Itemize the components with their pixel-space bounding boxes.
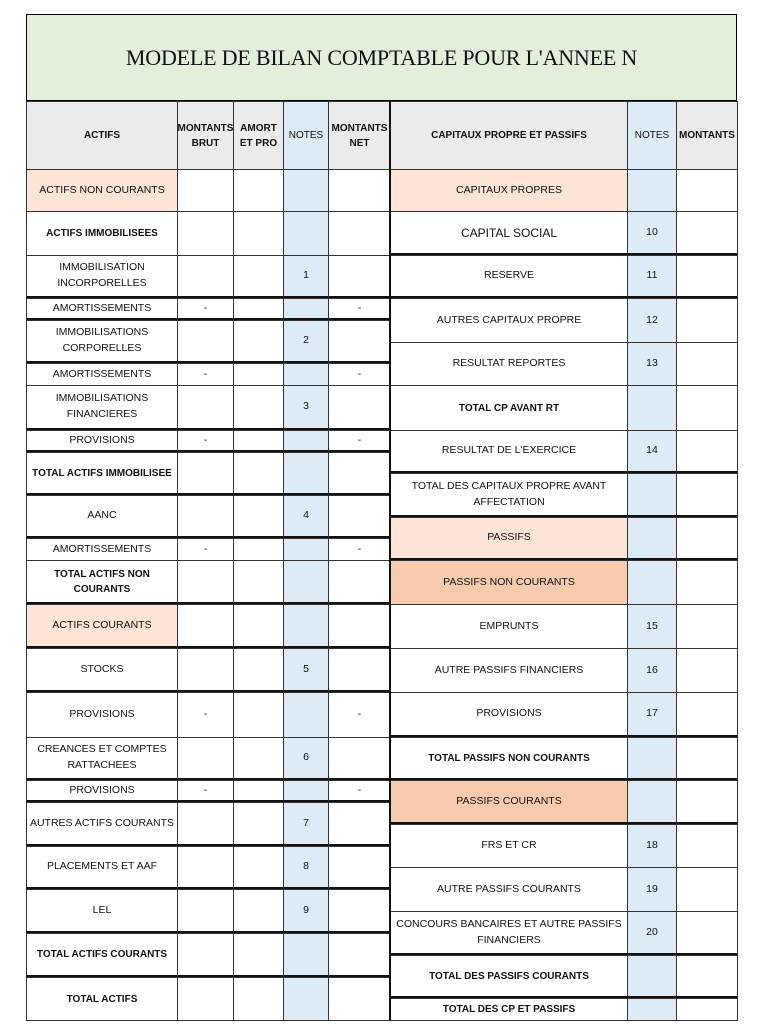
note-cell: 1 [283,255,328,298]
montant-brut-cell [177,846,233,889]
amort-pro-cell [233,430,283,452]
montant-brut-cell [177,802,233,846]
montant-cell [676,911,737,955]
actif-label: TOTAL ACTIFS IMMOBILISEE [26,452,177,495]
passif-label: PROVISIONS [390,692,627,737]
montant-net-cell [328,604,390,648]
montant-brut-cell [177,648,233,692]
actif-label: AMORTISSEMENTS [26,363,177,385]
montant-brut-cell: - [177,538,233,560]
actif-label: PROVISIONS [26,430,177,452]
passif-label: RESULTAT REPORTES [390,342,627,385]
montant-net-cell [328,802,390,846]
note-cell: 16 [627,648,676,692]
amort-pro-cell [233,385,283,430]
actif-label: LEL [26,889,177,933]
note-cell [283,169,328,211]
amort-pro-cell [233,977,283,1020]
header-capitaux-passifs: CAPITAUX PROPRE ET PASSIFS [390,101,627,169]
note-cell [283,560,328,604]
montant-net-cell [328,452,390,495]
header-actifs: ACTIFS [26,101,177,169]
montant-net-cell [328,255,390,298]
note-cell [627,737,676,780]
montant-net-cell [328,385,390,430]
montant-net-cell: - [328,298,390,320]
actif-label: STOCKS [26,648,177,692]
montant-net-cell [328,211,390,255]
montant-cell [676,211,737,255]
montant-brut-cell [177,737,233,780]
passif-label: TOTAL PASSIFS NON COURANTS [390,737,627,780]
montant-cell [676,692,737,737]
note-cell [627,998,676,1020]
montant-brut-cell: - [177,363,233,385]
note-cell [283,430,328,452]
amort-pro-cell [233,604,283,648]
amort-pro-cell [233,169,283,211]
amort-pro-cell [233,933,283,977]
montant-net-cell [328,846,390,889]
note-cell: 6 [283,737,328,780]
actif-label: AUTRES ACTIFS COURANTS [26,802,177,846]
montant-cell [676,169,737,211]
note-cell: 3 [283,385,328,430]
amort-pro-cell [233,889,283,933]
passif-label: CAPITAL SOCIAL [390,211,627,255]
amort-pro-cell [233,452,283,495]
montant-brut-cell: - [177,780,233,802]
amort-pro-cell [233,495,283,538]
amort-pro-cell [233,538,283,560]
passif-label: AUTRE PASSIFS FINANCIERS [390,648,627,692]
montant-net-cell: - [328,692,390,737]
amort-pro-cell [233,648,283,692]
note-cell: 19 [627,867,676,911]
montant-cell [676,955,737,998]
header-montants-brut: MONTANTS BRUT [177,101,233,169]
montant-net-cell [328,560,390,604]
montant-net-cell: - [328,430,390,452]
passif-label: AUTRES CAPITAUX PROPRE [390,298,627,342]
header-notes-right: NOTES [627,101,676,169]
passif-label: TOTAL CP AVANT RT [390,385,627,430]
page-title: MODELE DE BILAN COMPTABLE POUR L'ANNEE N [26,14,737,101]
montant-cell [676,737,737,780]
montant-cell [676,517,737,560]
montant-brut-cell: - [177,692,233,737]
amort-pro-cell [233,802,283,846]
note-cell [283,692,328,737]
note-cell [627,385,676,430]
actif-label: TOTAL ACTIFS NON COURANTS [26,560,177,604]
passif-label: FRS ET CR [390,824,627,867]
note-cell: 11 [627,255,676,298]
montant-brut-cell [177,889,233,933]
header-montants: MONTANTS [676,101,737,169]
montant-brut-cell [177,385,233,430]
amort-pro-cell [233,298,283,320]
actif-label: AMORTISSEMENTS [26,538,177,560]
note-cell [627,780,676,824]
montant-net-cell [328,320,390,363]
montant-cell [676,255,737,298]
note-cell [283,298,328,320]
amort-pro-cell [233,320,283,363]
actif-label: AANC [26,495,177,538]
amort-pro-cell [233,780,283,802]
montant-cell [676,298,737,342]
passif-label: CONCOURS BANCAIRES ET AUTRE PASSIFS FINANCIERS [390,911,627,955]
montant-cell [676,648,737,692]
note-cell: 14 [627,430,676,473]
actif-label: PROVISIONS [26,692,177,737]
amort-pro-cell [233,211,283,255]
passif-label: AUTRE PASSIFS COURANTS [390,867,627,911]
note-cell [283,211,328,255]
passif-label: CAPITAUX PROPRES [390,169,627,211]
actif-label: AMORTISSEMENTS [26,298,177,320]
note-cell [283,780,328,802]
actif-label: ACTIFS NON COURANTS [26,169,177,211]
note-cell: 12 [627,298,676,342]
note-cell [283,933,328,977]
actif-label: IMMOBILISATION INCORPORELLES [26,255,177,298]
passif-label: PASSIFS NON COURANTS [390,560,627,604]
header-montants-net: MONTANTS NET [328,101,390,169]
note-cell [627,169,676,211]
column-separator [389,101,391,1021]
header-notes-left: NOTES [283,101,328,169]
actif-label: PLACEMENTS ET AAF [26,846,177,889]
montant-net-cell: - [328,780,390,802]
actif-label: IMMOBILISATIONS FINANCIERES [26,385,177,430]
note-cell [283,538,328,560]
montant-net-cell [328,169,390,211]
note-cell: 10 [627,211,676,255]
note-cell: 17 [627,692,676,737]
note-cell: 13 [627,342,676,385]
montant-brut-cell: - [177,298,233,320]
note-cell: 5 [283,648,328,692]
note-cell: 7 [283,802,328,846]
montant-cell [676,342,737,385]
montant-net-cell [328,889,390,933]
note-cell [283,604,328,648]
montant-brut-cell [177,977,233,1020]
note-cell: 8 [283,846,328,889]
amort-pro-cell [233,363,283,385]
montant-cell [676,385,737,430]
note-cell [627,955,676,998]
montant-cell [676,824,737,867]
note-cell: 4 [283,495,328,538]
amort-pro-cell [233,692,283,737]
actif-label: CREANCES ET COMPTES RATTACHEES [26,737,177,780]
passif-label: TOTAL DES CAPITAUX PROPRE AVANT AFFECTATION [390,473,627,517]
amort-pro-cell [233,737,283,780]
note-cell [627,560,676,604]
montant-net-cell: - [328,538,390,560]
montant-net-cell: - [328,363,390,385]
note-cell: 18 [627,824,676,867]
montant-cell [676,867,737,911]
amort-pro-cell [233,560,283,604]
note-cell [283,363,328,385]
montant-cell [676,560,737,604]
montant-cell [676,998,737,1020]
montant-brut-cell [177,933,233,977]
actif-label: TOTAL ACTIFS COURANTS [26,933,177,977]
actif-label: PROVISIONS [26,780,177,802]
note-cell: 20 [627,911,676,955]
montant-net-cell [328,977,390,1020]
montant-cell [676,473,737,517]
montant-brut-cell: - [177,430,233,452]
montant-cell [676,604,737,648]
montant-brut-cell [177,604,233,648]
montant-cell [676,780,737,824]
note-cell [627,473,676,517]
passif-label: EMPRUNTS [390,604,627,648]
amort-pro-cell [233,846,283,889]
montant-net-cell [328,737,390,780]
montant-brut-cell [177,320,233,363]
montant-brut-cell [177,169,233,211]
passif-label: TOTAL DES PASSIFS COURANTS [390,955,627,998]
actif-label: IMMOBILISATIONS CORPORELLES [26,320,177,363]
montant-brut-cell [177,255,233,298]
montant-brut-cell [177,560,233,604]
note-cell [283,452,328,495]
note-cell [283,977,328,1020]
note-cell [627,517,676,560]
montant-brut-cell [177,495,233,538]
passif-label: TOTAL DES CP ET PASSIFS [390,998,627,1020]
note-cell: 9 [283,889,328,933]
passif-label: RESULTAT DE L'EXERCICE [390,430,627,473]
note-cell: 15 [627,604,676,648]
montant-brut-cell [177,211,233,255]
montant-net-cell [328,933,390,977]
montant-brut-cell [177,452,233,495]
actif-label: TOTAL ACTIFS [26,977,177,1020]
passif-label: PASSIFS COURANTS [390,780,627,824]
note-cell: 2 [283,320,328,363]
montant-net-cell [328,648,390,692]
actif-label: ACTIFS IMMOBILISEES [26,211,177,255]
amort-pro-cell [233,255,283,298]
header-amort-pro: AMORT ET PRO [233,101,283,169]
passif-label: RESERVE [390,255,627,298]
passif-label: PASSIFS [390,517,627,560]
montant-net-cell [328,495,390,538]
actif-label: ACTIFS COURANTS [26,604,177,648]
montant-cell [676,430,737,473]
